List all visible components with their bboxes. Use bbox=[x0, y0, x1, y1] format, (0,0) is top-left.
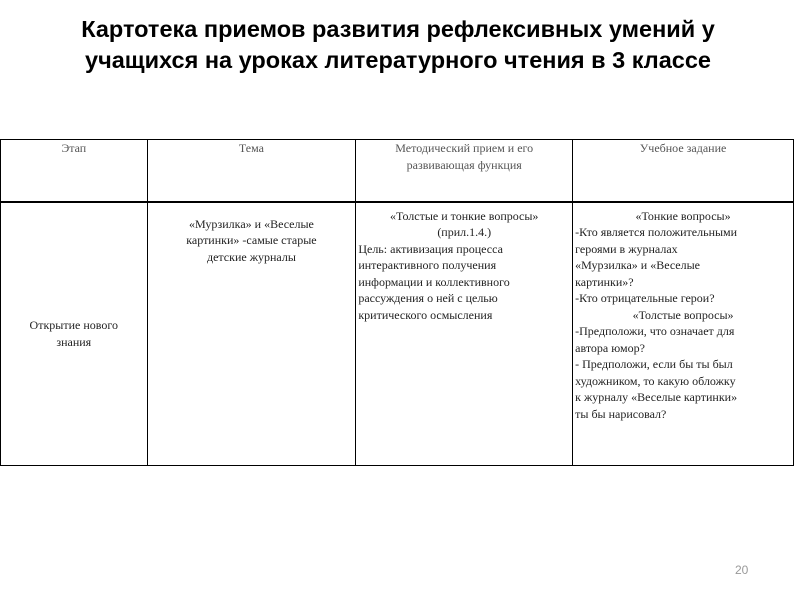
method-line: Цель: активизация процесса bbox=[358, 241, 503, 256]
cell-topic bbox=[147, 202, 356, 466]
cell-method bbox=[356, 202, 573, 466]
header-topic bbox=[147, 140, 356, 202]
header-stage bbox=[1, 140, 148, 202]
task-line: -Кто является положительными bbox=[575, 225, 738, 239]
method-line: «Толстые и тонкие вопросы» bbox=[390, 208, 539, 223]
header-method-label-line-2: развивающая функция bbox=[406, 157, 522, 172]
title-line-2: учащихся на уроках литературного чтения в 3 классе bbox=[85, 47, 711, 73]
cell-task bbox=[573, 202, 794, 466]
topic-line: детские журналы bbox=[206, 249, 296, 264]
header-stage-label: Этап bbox=[61, 141, 87, 155]
stage-line: Открытие нового bbox=[29, 318, 118, 333]
table-row bbox=[1, 202, 794, 466]
topic-line: «Мурзилка» и «Веселые bbox=[189, 216, 314, 231]
cell-stage bbox=[1, 202, 148, 466]
method-line: информации и коллективного bbox=[358, 274, 510, 289]
header-method-label-line-1: Методический прием и его bbox=[395, 141, 534, 155]
task-line: - Предположи, если бы ты был bbox=[575, 357, 733, 371]
page-number: 20 bbox=[735, 563, 749, 577]
header-task-label: Учебное задание bbox=[639, 141, 727, 155]
task-line: художником, то какую обложку bbox=[575, 373, 736, 388]
techniques-table bbox=[0, 139, 794, 466]
header-task bbox=[573, 140, 794, 202]
method-line: интерактивного получения bbox=[358, 258, 497, 272]
task-line: героями в журналах bbox=[575, 241, 678, 256]
header-method bbox=[356, 140, 573, 202]
title-line-1: Картотека приемов развития рефлексивных умений у bbox=[81, 16, 715, 42]
task-line: «Мурзилка» и «Веселые bbox=[575, 258, 701, 272]
table-header-row bbox=[1, 140, 794, 202]
task-line: «Толстые вопросы» bbox=[632, 307, 734, 322]
task-line: к журналу «Веселые картинки» bbox=[575, 390, 738, 404]
method-line: критического осмысления bbox=[358, 307, 493, 322]
method-line: (прил.1.4.) bbox=[437, 225, 492, 239]
task-line: ты бы нарисовал? bbox=[575, 406, 667, 421]
header-topic-label: Тема bbox=[238, 141, 264, 155]
task-line: автора юмор? bbox=[575, 340, 645, 355]
task-line: картинки»? bbox=[575, 274, 634, 289]
task-line: -Кто отрицательные герои? bbox=[575, 291, 715, 305]
task-line: -Предположи, что означает для bbox=[575, 324, 735, 338]
method-line: рассуждения о ней с целью bbox=[358, 291, 498, 305]
topic-line: картинки» -самые старые bbox=[186, 233, 317, 247]
page-title bbox=[8, 14, 788, 76]
task-line: «Тонкие вопросы» bbox=[635, 208, 731, 223]
stage-line: знания bbox=[56, 334, 92, 349]
